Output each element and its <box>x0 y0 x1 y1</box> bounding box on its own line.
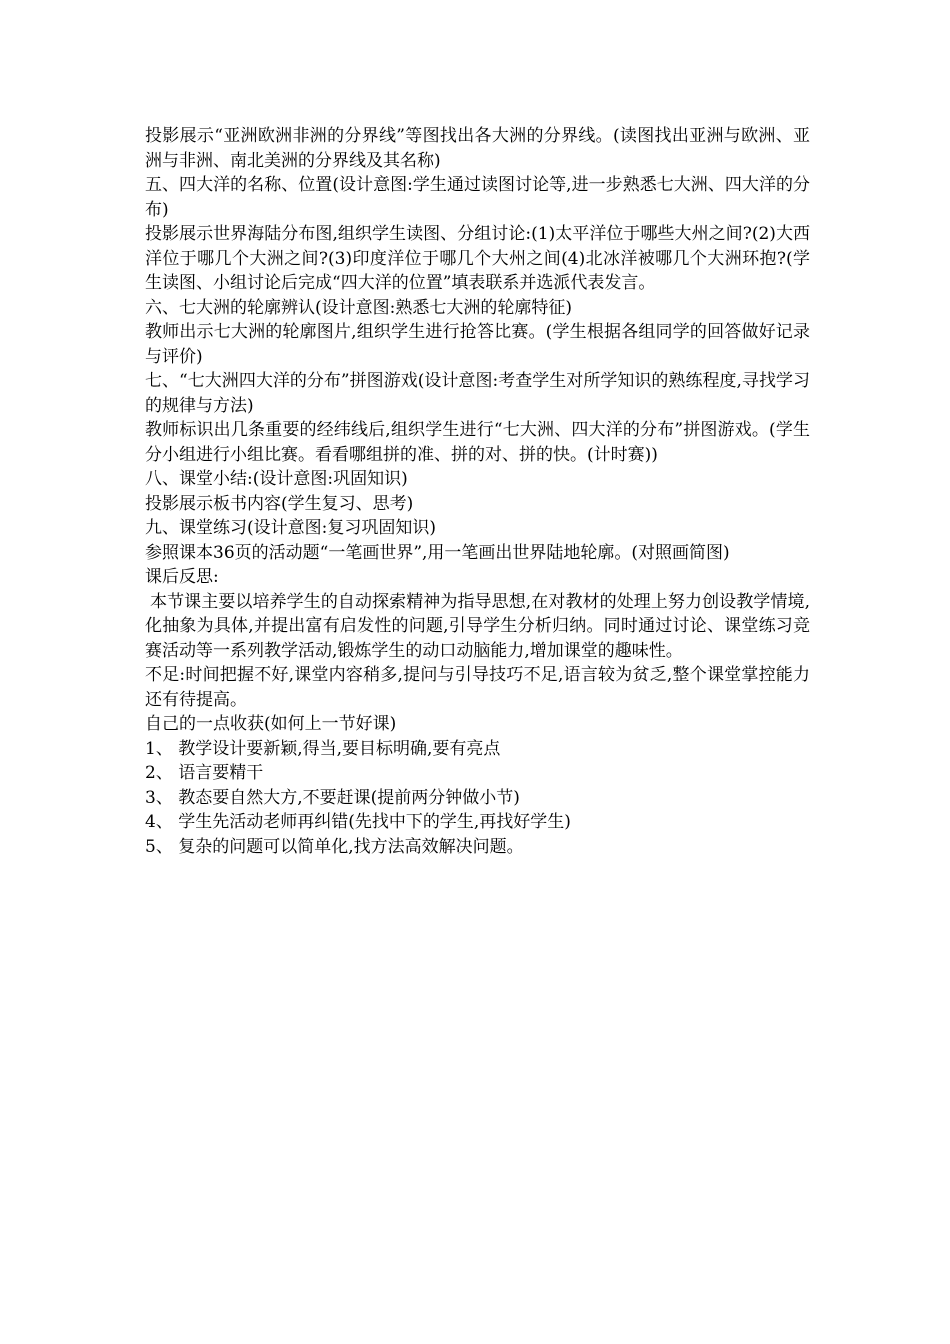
list-item-3: 3、 教态要自然大方,不要赶课(提前两分钟做小节) <box>145 787 520 808</box>
section-heading-oceans: 五、四大洋的名称、位置(设计意图:学生通过读图讨论等,进一步熟悉七大洲、四大洋的分布) <box>145 175 810 220</box>
heading-gains: 自己的一点收获(如何上一节好课) <box>145 714 397 734</box>
paragraph-boundary-projection: 投影展示“亚洲欧洲非洲的分界线”等图找出各大洲的分界线。(读图找出亚洲与欧洲、亚洲与非洲、南北美洲的分界线及其名称) <box>145 126 810 171</box>
list-item-5: 5、 复杂的问题可以简单化,找方法高效解决问题。 <box>145 836 524 857</box>
paragraph-ocean-discussion: 投影展示世界海陆分布图,组织学生读图、分组讨论:(1)太平洋位于哪些大州之间?(2)大西洋位于哪几个大洲之间?(3)印度洋位于哪几个大州之间(4)北冰洋被哪几个大洲环抱?(学生读图、小组讨论后完成“四大洋的位置”填表联系并选派代表发言。 <box>145 224 810 293</box>
paragraph-summary: 投影展示板书内容(学生复习、思考) <box>145 493 414 514</box>
list-item-4: 4、 学生先活动老师再纠错(先找中下的学生,再找好学生) <box>145 812 571 832</box>
paragraph-practice: 参照课本36页的活动题“一笔画世界”,用一笔画出世界陆地轮廓。(对照画简图) <box>145 542 730 563</box>
list-item-1: 1、 教学设计要新颖,得当,要目标明确,要有亮点 <box>145 738 501 759</box>
heading-reflection: 课后反思: <box>145 567 219 587</box>
section-heading-outlines: 六、七大洲的轮廓辨认(设计意图:熟悉七大洲的轮廓特征) <box>145 297 572 318</box>
section-heading-practice: 九、课堂练习(设计意图:复习巩固知识) <box>145 518 436 538</box>
paragraph-outline-quiz: 教师出示七大洲的轮廓图片,组织学生进行抢答比赛。(学生根据各组同学的回答做好记录与评价) <box>145 322 810 367</box>
list-item-2: 2、 语言要精干 <box>145 763 264 783</box>
paragraph-shortcomings: 不足:时间把握不好,课堂内容稍多,提问与引导技巧不足,语言较为贫乏,整个课堂掌控能力还有待提高。 <box>145 665 810 710</box>
paragraph-reflection: 本节课主要以培养学生的自动探索精神为指导思想,在对教材的处理上努力创设教学情境,化抽象为具体,并提出富有启发性的问题,引导学生分析归纳。同时通过讨论、课堂练习竞赛活动等一系列教学活动,锻炼学生的动口动脑能力,增加课堂的趣味性。 <box>145 591 810 661</box>
section-heading-puzzle: 七、“七大洲四大洋的分布”拼图游戏(设计意图:考查学生对所学知识的熟练程度,寻找学习的规律与方法) <box>145 371 810 416</box>
paragraph-puzzle-game: 教师标识出几条重要的经纬线后,组织学生进行“七大洲、四大洋的分布”拼图游戏。(学生分小组进行小组比赛。看看哪组拼的准、拼的对、拼的快。(计时赛)) <box>145 420 810 465</box>
document-body <box>145 124 810 859</box>
section-heading-summary: 八、课堂小结:(设计意图:巩固知识) <box>145 469 408 489</box>
